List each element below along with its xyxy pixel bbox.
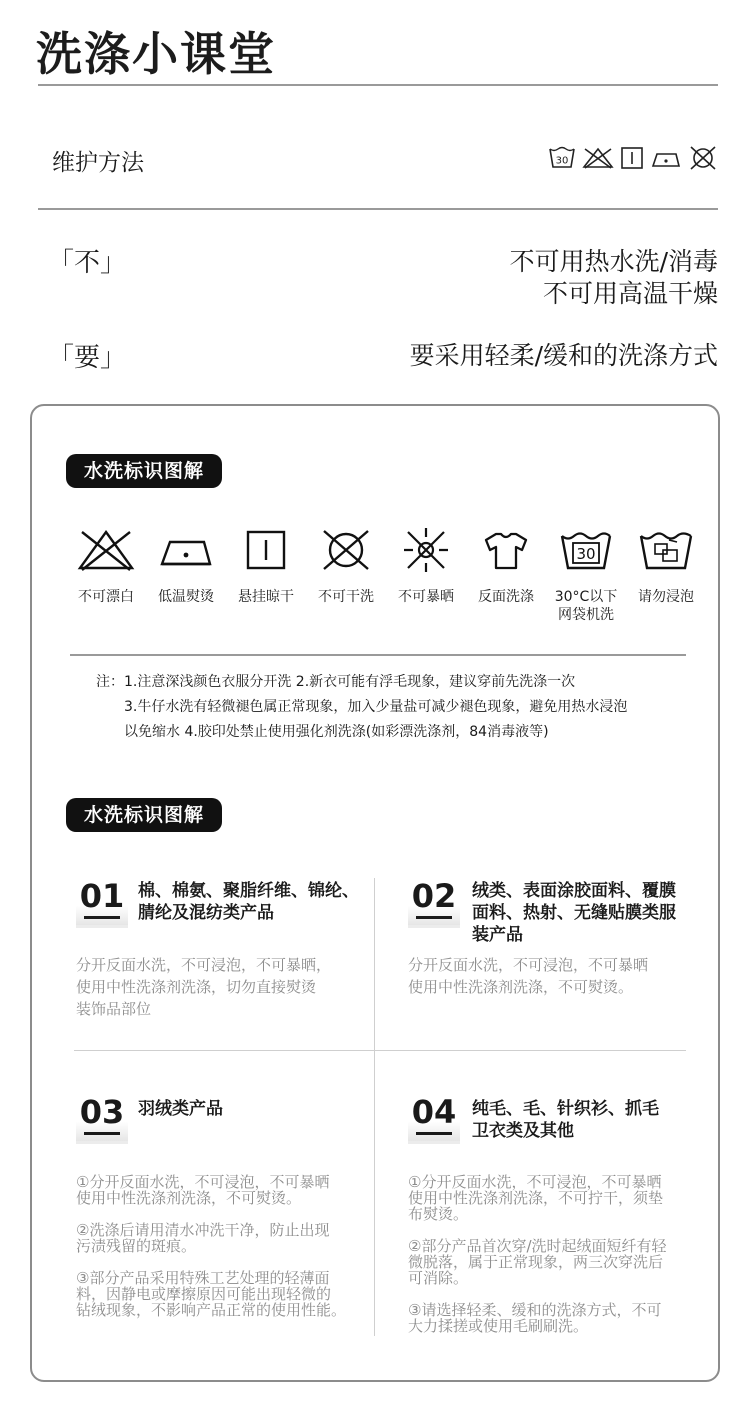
svg-text:30: 30 xyxy=(555,155,569,167)
grid-divider xyxy=(374,1056,375,1336)
note-line: 注：1.注意深浅颜色衣服分开洗 2.新衣可能有浮毛现象，建议穿前先洗涤一次 xyxy=(96,674,576,690)
divider xyxy=(70,654,686,656)
symbol-label: 不可干洗 xyxy=(318,589,374,605)
do-label: 「要」 xyxy=(48,343,127,373)
svg-text:30: 30 xyxy=(576,545,596,563)
category-description: 分开反面水洗，不可浸泡，不可暴晒 使用中性洗涤剂洗涤，不可熨烫。 xyxy=(408,956,649,996)
category-title: 纯毛、毛、针织衫、抓毛 卫衣类及其他 xyxy=(472,1099,659,1141)
category-paragraph: ③请选择轻柔、缓和的洗涤方式，不可 大力揉搓或使用毛刷刷洗。 xyxy=(408,1301,662,1335)
wash-30-icon xyxy=(548,146,576,170)
symbol-low-iron xyxy=(146,526,226,624)
symbol-label: 30°C以下 网袋机洗 xyxy=(554,589,618,623)
symbol-label: 反面洗涤 xyxy=(478,589,534,605)
symbol-label: 请勿浸泡 xyxy=(638,589,694,605)
no-dry-clean-icon xyxy=(688,146,718,170)
wash-30-icon xyxy=(558,526,614,574)
hang-dry-icon xyxy=(244,526,288,574)
dont-rules xyxy=(510,246,718,310)
hang-dry-icon xyxy=(620,146,644,170)
no-bleach-icon xyxy=(76,526,136,574)
maintenance-icons xyxy=(548,146,718,170)
no-dry-clean-icon xyxy=(318,526,374,574)
no-bleach-icon xyxy=(582,146,614,170)
symbol-label: 不可暴晒 xyxy=(398,589,454,605)
category-description: 分开反面水洗，不可浸泡，不可暴晒， 使用中性洗涤剂洗涤，切勿直接熨烫 装饰品部位 xyxy=(76,956,332,1018)
category-paragraph: ②洗涤后请用清水冲洗干净，防止出现 污渍残留的斑痕。 xyxy=(76,1221,330,1255)
symbol-label: 低温熨烫 xyxy=(158,589,214,605)
inside-out-icon xyxy=(482,526,530,574)
dont-rule-line: 不可用高温干燥 xyxy=(542,279,718,308)
maintenance-label: 维护方法 xyxy=(52,150,144,176)
divider xyxy=(38,208,718,210)
low-iron-icon xyxy=(650,146,682,170)
category-number: 02 xyxy=(408,876,460,928)
page-title: 洗涤小课堂 xyxy=(36,27,276,81)
category-paragraph: ③部分产品采用特殊工艺处理的轻薄面 料，因静电或摩擦原因可能出现轻微的 钻绒现象，不影响产品正常的使用性能。 xyxy=(76,1269,347,1319)
category-paragraph: ①分开反面水洗，不可浸泡，不可暴晒 使用中性洗涤剂洗涤，不可拧干，须垫 布熨烫。 xyxy=(408,1173,664,1223)
section-title-categories: 水洗标识图解 xyxy=(66,798,222,832)
note-line: 以免缩水 4.胶印处禁止使用强化剂洗涤(如彩漂洗涤剂，84消毒液等) xyxy=(124,724,549,740)
category-paragraph: ①分开反面水洗，不可浸泡，不可暴晒 使用中性洗涤剂洗涤，不可熨烫。 xyxy=(76,1173,330,1207)
symbol-no-soak xyxy=(626,526,706,624)
note-line: 3.牛仔水洗有轻微褪色属正常现象，加入少量盐可减少褪色现象，避免用热水浸泡 xyxy=(124,699,628,715)
care-guide-card xyxy=(30,404,720,1382)
care-symbols-row xyxy=(66,526,706,624)
dont-rule-line: 不可用热水洗/消毒 xyxy=(509,247,718,276)
symbol-no-bleach xyxy=(66,526,146,624)
symbol-no-dry-clean xyxy=(306,526,386,624)
symbol-hang-dry xyxy=(226,526,306,624)
do-rule: 要采用轻柔/缓和的洗涤方式 xyxy=(409,341,718,370)
grid-divider xyxy=(74,1050,686,1051)
category-number: 01 xyxy=(76,876,128,928)
category-title: 羽绒类产品 xyxy=(138,1099,223,1119)
low-iron-icon xyxy=(158,526,214,574)
divider xyxy=(38,84,718,86)
no-soak-icon xyxy=(637,526,695,574)
symbol-no-sun-dry xyxy=(386,526,466,624)
symbol-label: 不可漂白 xyxy=(78,589,134,605)
category-number: 03 xyxy=(76,1092,128,1144)
section-title-symbols: 水洗标识图解 xyxy=(66,454,222,488)
no-sun-dry-icon xyxy=(401,526,451,574)
category-paragraph: ②部分产品首次穿/洗时起绒面短纤有轻 微脱落，属于正常现象，两三次穿洗后 可消除。 xyxy=(408,1237,667,1287)
symbol-inside-out xyxy=(466,526,546,624)
symbol-label: 悬挂晾干 xyxy=(238,589,294,605)
grid-divider xyxy=(374,878,375,1056)
dont-label: 「不」 xyxy=(48,248,127,278)
symbol-wash-30 xyxy=(546,526,626,624)
category-number: 04 xyxy=(408,1092,460,1144)
category-title: 棉、棉氨、聚脂纤维、锦纶、 腈纶及混纺类产品 xyxy=(138,881,359,923)
category-title: 绒类、表面涂胶面料、覆膜 面料、热射、无缝贴膜类服 装产品 xyxy=(472,881,676,945)
